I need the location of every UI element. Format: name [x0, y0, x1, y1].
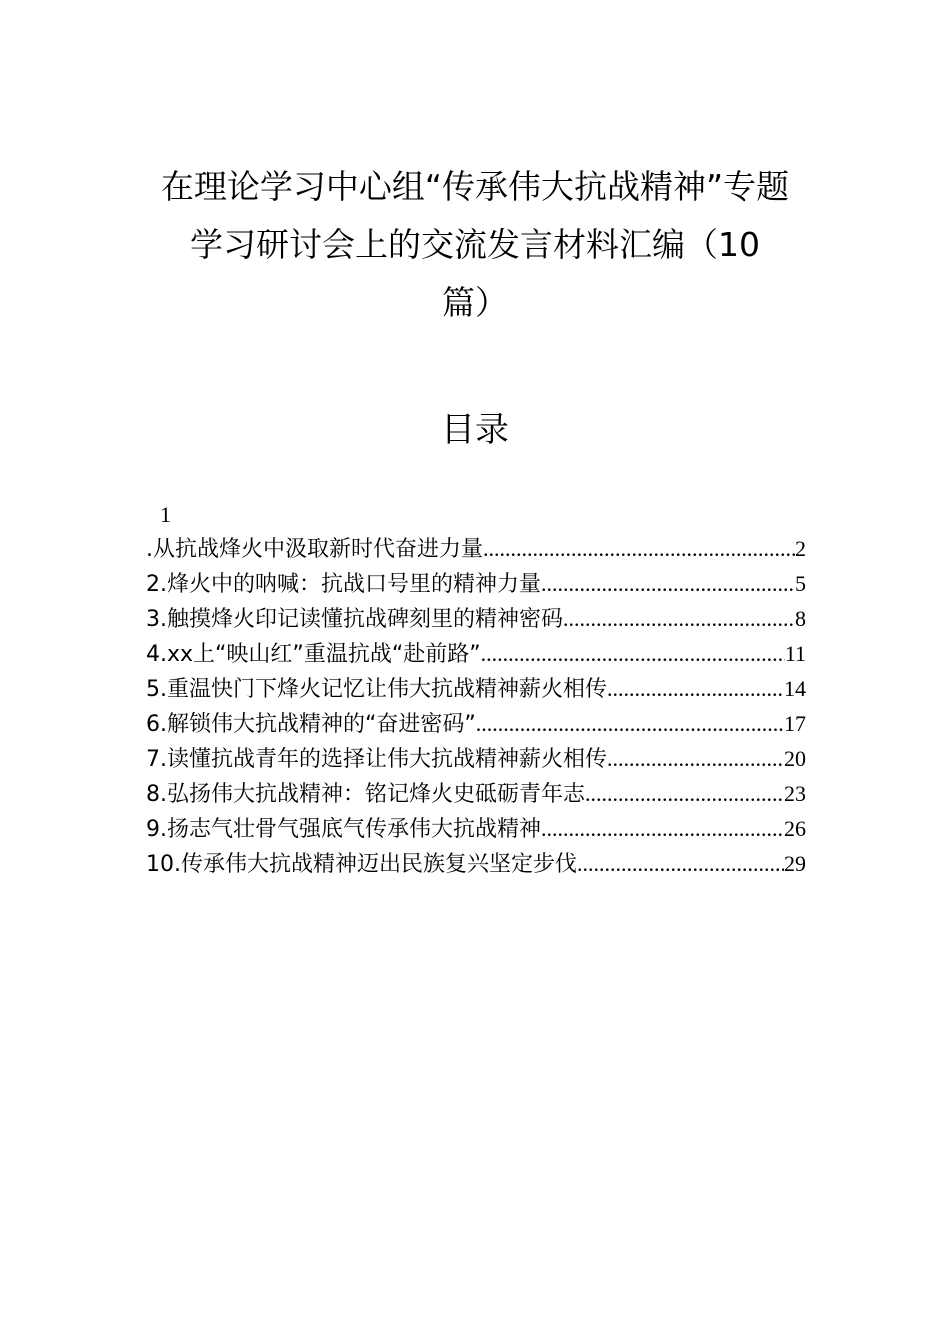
- toc-entry[interactable]: [146, 602, 806, 636]
- toc-entry[interactable]: [146, 567, 806, 601]
- toc-leader-dots: [577, 847, 784, 881]
- toc-entry-label: 9.扬志气壮骨气强底气传承伟大抗战精神: [146, 817, 541, 842]
- toc-entry[interactable]: [146, 637, 806, 671]
- toc-entry-page: 20: [784, 746, 806, 771]
- toc-entry-page: 23: [784, 781, 806, 806]
- toc-entry-label: 3.触摸烽火印记读懂抗战碑刻里的精神密码: [146, 607, 563, 632]
- toc-entry-label: 7.读懂抗战青年的选择让伟大抗战精神薪火相传: [146, 747, 607, 772]
- toc-entry[interactable]: [146, 532, 806, 566]
- toc-entry-label: 8.弘扬伟大抗战精神：铭记烽火史砥砺青年志: [146, 782, 585, 807]
- title-line-1: 在理论学习中心组“传承伟大抗战精神”专题: [160, 167, 790, 206]
- toc-entry[interactable]: [146, 812, 806, 846]
- document-title: [120, 158, 830, 332]
- toc-entry-label: 4.xx上“映山红”重温抗战“赴前路”: [146, 642, 481, 667]
- toc-leader-dots: [541, 567, 795, 601]
- toc-leader-dots: [585, 777, 784, 811]
- toc-entry-label: 10.传承伟大抗战精神迈出民族复兴坚定步伐: [146, 852, 577, 877]
- toc-entry-page: 14: [784, 676, 806, 701]
- toc-entry-label: 5.重温快门下烽火记忆让伟大抗战精神薪火相传: [146, 677, 607, 702]
- toc-entry[interactable]: [146, 672, 806, 706]
- toc-entry[interactable]: [146, 742, 806, 776]
- toc-leader-dots: [483, 532, 795, 566]
- toc-heading: 目录: [441, 410, 509, 450]
- toc-leader-dots: [607, 742, 784, 776]
- toc-leader-dots: [476, 707, 784, 741]
- toc-entry-page: 26: [784, 816, 806, 841]
- toc-leader-dots: [481, 637, 785, 671]
- toc-entry-page: 2: [795, 536, 806, 561]
- toc-entry-label: 2.烽火中的呐喊：抗战口号里的精神力量: [146, 572, 541, 597]
- toc-entry-label: 6.解锁伟大抗战精神的“奋进密码”: [146, 712, 476, 737]
- toc-entry-page: 11: [784, 641, 806, 666]
- toc-entry[interactable]: [146, 847, 806, 881]
- toc-first-number: 1: [160, 502, 171, 527]
- toc-entry-page: 5: [795, 571, 806, 596]
- toc-leader-dots: [607, 672, 784, 706]
- toc-entry[interactable]: [146, 707, 806, 741]
- toc-leader-dots: [563, 602, 795, 636]
- toc-entry-page: 29: [784, 851, 806, 876]
- toc-entry[interactable]: [146, 777, 806, 811]
- toc-entry-page: 8: [795, 606, 806, 631]
- toc-entry-label: .从抗战烽火中汲取新时代奋进力量: [146, 537, 483, 562]
- toc-entry-page: 17: [784, 711, 806, 736]
- toc-leader-dots: [541, 812, 784, 846]
- title-line-2: 学习研讨会上的交流发言材料汇编（10: [190, 225, 760, 264]
- title-line-3: 篇）: [442, 283, 508, 322]
